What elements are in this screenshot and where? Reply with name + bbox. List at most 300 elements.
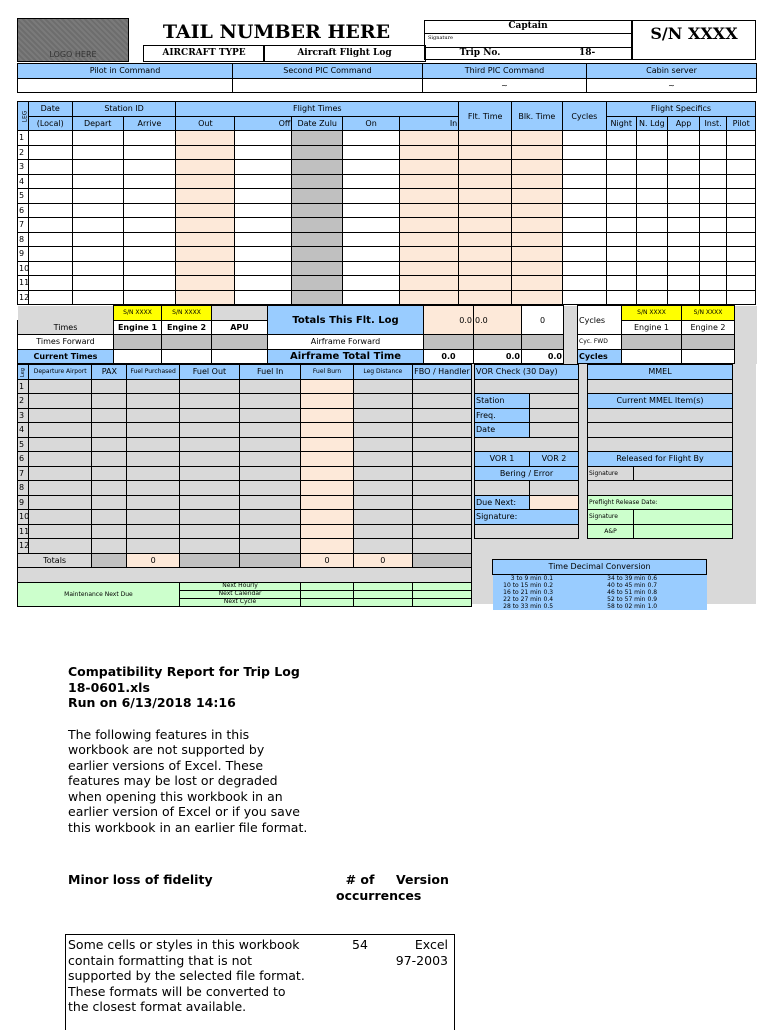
flight-cell[interactable] (607, 145, 637, 160)
flight-cell[interactable] (123, 203, 176, 218)
flight-cell[interactable] (400, 174, 459, 189)
fuel-cell[interactable] (28, 452, 91, 467)
fuel-cell[interactable] (179, 510, 239, 525)
flight-cell[interactable] (292, 218, 343, 233)
fuel-cell[interactable] (92, 379, 127, 394)
flight-cell[interactable] (176, 203, 235, 218)
fuel-cell[interactable] (240, 466, 301, 481)
fuel-cell[interactable] (301, 466, 354, 481)
fuel-cell[interactable] (301, 539, 354, 554)
flight-cell[interactable] (607, 232, 637, 247)
flight-cell[interactable] (123, 290, 176, 305)
vor-date-field[interactable] (530, 423, 579, 438)
flight-cell[interactable] (512, 218, 563, 233)
flight-cell[interactable] (699, 174, 726, 189)
flight-cell[interactable] (292, 174, 343, 189)
fuel-cell[interactable] (92, 481, 127, 496)
flight-cell[interactable] (176, 218, 235, 233)
flight-cell[interactable] (292, 160, 343, 175)
flight-cell[interactable] (727, 203, 756, 218)
flight-cell[interactable] (400, 218, 459, 233)
flight-cell[interactable] (668, 174, 700, 189)
apu-forward[interactable] (212, 335, 268, 350)
flight-cell[interactable] (292, 203, 343, 218)
maintenance-value[interactable] (301, 582, 354, 590)
flight-cell[interactable] (235, 189, 292, 204)
fuel-cell[interactable] (301, 423, 354, 438)
flight-cell[interactable] (562, 160, 606, 175)
fuel-cell[interactable] (353, 379, 412, 394)
airframe-forward-blk[interactable] (474, 335, 522, 350)
flight-cell[interactable] (607, 290, 637, 305)
engine1-forward[interactable] (114, 335, 162, 350)
fuel-cell[interactable] (412, 379, 471, 394)
flight-cell[interactable] (72, 276, 123, 291)
fuel-cell[interactable] (353, 539, 412, 554)
flight-cell[interactable] (562, 276, 606, 291)
fuel-cell[interactable] (127, 524, 180, 539)
flight-cell[interactable] (668, 261, 700, 276)
flight-cell[interactable] (176, 232, 235, 247)
fuel-cell[interactable] (92, 466, 127, 481)
flight-cell[interactable] (512, 290, 563, 305)
flight-cell[interactable] (123, 247, 176, 262)
flight-cell[interactable] (343, 189, 400, 204)
flight-cell[interactable] (176, 174, 235, 189)
flight-cell[interactable] (699, 131, 726, 146)
flight-cell[interactable] (343, 174, 400, 189)
flight-cell[interactable] (176, 261, 235, 276)
vor-signature-field[interactable] (475, 524, 579, 539)
flight-cell[interactable] (562, 145, 606, 160)
flight-cell[interactable] (28, 174, 72, 189)
flight-cell[interactable] (459, 131, 512, 146)
flight-cell[interactable] (699, 261, 726, 276)
flight-cell[interactable] (343, 247, 400, 262)
fuel-cell[interactable] (28, 524, 91, 539)
fuel-cell[interactable] (92, 539, 127, 554)
flight-cell[interactable] (123, 218, 176, 233)
maintenance-value[interactable] (412, 590, 471, 598)
fuel-cell[interactable] (412, 408, 471, 423)
fuel-cell[interactable] (92, 495, 127, 510)
flight-cell[interactable] (636, 218, 668, 233)
fuel-cell[interactable] (240, 481, 301, 496)
flight-cell[interactable] (343, 290, 400, 305)
fuel-cell[interactable] (240, 437, 301, 452)
fuel-cell[interactable] (92, 408, 127, 423)
flight-cell[interactable] (72, 203, 123, 218)
flight-cell[interactable] (176, 160, 235, 175)
flight-cell[interactable] (727, 145, 756, 160)
flight-cell[interactable] (235, 218, 292, 233)
flight-cell[interactable] (699, 290, 726, 305)
flight-cell[interactable] (636, 145, 668, 160)
fuel-cell[interactable] (412, 510, 471, 525)
fuel-cell[interactable] (127, 408, 180, 423)
fuel-cell[interactable] (179, 423, 239, 438)
fuel-cell[interactable] (353, 524, 412, 539)
pic-field[interactable] (18, 78, 233, 93)
maintenance-value[interactable] (301, 598, 354, 606)
maintenance-value[interactable] (301, 590, 354, 598)
flight-cell[interactable] (292, 276, 343, 291)
flight-cell[interactable] (668, 247, 700, 262)
flight-cell[interactable] (512, 261, 563, 276)
flight-cell[interactable] (123, 145, 176, 160)
flight-cell[interactable] (72, 160, 123, 175)
flight-cell[interactable] (400, 290, 459, 305)
fuel-cell[interactable] (28, 466, 91, 481)
flight-cell[interactable] (512, 276, 563, 291)
flight-cell[interactable] (28, 189, 72, 204)
vor1-field[interactable] (475, 481, 530, 496)
flight-cell[interactable] (235, 290, 292, 305)
flight-cell[interactable] (176, 290, 235, 305)
flight-cell[interactable] (176, 276, 235, 291)
fuel-cell[interactable] (412, 539, 471, 554)
flight-cell[interactable] (292, 145, 343, 160)
flight-cell[interactable] (72, 174, 123, 189)
airframe-forward-flt[interactable] (424, 335, 474, 350)
flight-cell[interactable] (400, 247, 459, 262)
flight-cell[interactable] (235, 232, 292, 247)
flight-cell[interactable] (72, 247, 123, 262)
flight-cell[interactable] (727, 232, 756, 247)
fuel-cell[interactable] (301, 437, 354, 452)
ap-field[interactable] (634, 524, 733, 539)
fuel-cell[interactable] (28, 437, 91, 452)
flight-cell[interactable] (699, 145, 726, 160)
fuel-cell[interactable] (301, 510, 354, 525)
flight-cell[interactable] (343, 160, 400, 175)
flight-cell[interactable] (343, 276, 400, 291)
flight-cell[interactable] (400, 131, 459, 146)
flight-cell[interactable] (512, 247, 563, 262)
flight-cell[interactable] (123, 232, 176, 247)
flight-cell[interactable] (343, 131, 400, 146)
flight-cell[interactable] (699, 160, 726, 175)
preflight-signature-field[interactable] (634, 510, 733, 525)
flight-cell[interactable] (235, 174, 292, 189)
fuel-cell[interactable] (240, 408, 301, 423)
fuel-cell[interactable] (412, 481, 471, 496)
fuel-cell[interactable] (412, 524, 471, 539)
flight-cell[interactable] (727, 174, 756, 189)
fuel-cell[interactable] (179, 437, 239, 452)
fuel-cell[interactable] (412, 394, 471, 409)
fuel-cell[interactable] (92, 510, 127, 525)
fuel-cell[interactable] (28, 495, 91, 510)
fuel-cell[interactable] (353, 510, 412, 525)
flight-cell[interactable] (28, 232, 72, 247)
flight-cell[interactable] (343, 232, 400, 247)
fuel-cell[interactable] (353, 495, 412, 510)
flight-cell[interactable] (28, 290, 72, 305)
fuel-cell[interactable] (127, 510, 180, 525)
fuel-cell[interactable] (28, 510, 91, 525)
flight-cell[interactable] (699, 203, 726, 218)
flight-cell[interactable] (343, 218, 400, 233)
flight-cell[interactable] (343, 203, 400, 218)
flight-cell[interactable] (636, 131, 668, 146)
flight-cell[interactable] (668, 276, 700, 291)
flight-cell[interactable] (699, 247, 726, 262)
flight-cell[interactable] (459, 203, 512, 218)
flight-cell[interactable] (235, 203, 292, 218)
flight-cell[interactable] (512, 131, 563, 146)
flight-cell[interactable] (72, 218, 123, 233)
fuel-cell[interactable] (28, 481, 91, 496)
flight-cell[interactable] (72, 145, 123, 160)
fuel-cell[interactable] (28, 423, 91, 438)
fuel-cell[interactable] (28, 394, 91, 409)
flight-cell[interactable] (400, 261, 459, 276)
flight-cell[interactable] (636, 276, 668, 291)
maintenance-value[interactable] (353, 590, 412, 598)
flight-cell[interactable] (28, 218, 72, 233)
fuel-cell[interactable] (301, 495, 354, 510)
fuel-cell[interactable] (353, 394, 412, 409)
flight-cell[interactable] (727, 218, 756, 233)
flight-cell[interactable] (123, 174, 176, 189)
flight-cell[interactable] (459, 261, 512, 276)
flight-cell[interactable] (123, 276, 176, 291)
flight-cell[interactable] (292, 290, 343, 305)
airframe-forward-cyc[interactable] (522, 335, 564, 350)
flight-cell[interactable] (512, 232, 563, 247)
fuel-cell[interactable] (127, 379, 180, 394)
fuel-cell[interactable] (92, 437, 127, 452)
flight-cell[interactable] (459, 189, 512, 204)
flight-cell[interactable] (343, 261, 400, 276)
sic-field[interactable] (233, 78, 423, 93)
fuel-cell[interactable] (179, 452, 239, 467)
flight-cell[interactable] (292, 261, 343, 276)
fuel-cell[interactable] (301, 394, 354, 409)
flight-cell[interactable] (699, 189, 726, 204)
due-next-field[interactable] (530, 495, 579, 510)
flight-cell[interactable] (636, 247, 668, 262)
flight-cell[interactable] (512, 189, 563, 204)
flight-cell[interactable] (343, 145, 400, 160)
third-pic-field[interactable] (423, 78, 587, 93)
flight-cell[interactable] (607, 131, 637, 146)
fuel-cell[interactable] (353, 423, 412, 438)
fuel-cell[interactable] (127, 452, 180, 467)
flight-cell[interactable] (292, 189, 343, 204)
flight-cell[interactable] (176, 247, 235, 262)
flight-cell[interactable] (668, 290, 700, 305)
fuel-cell[interactable] (179, 524, 239, 539)
maintenance-value[interactable] (412, 582, 471, 590)
flight-cell[interactable] (459, 232, 512, 247)
flight-cell[interactable] (562, 189, 606, 204)
flight-cell[interactable] (459, 276, 512, 291)
flight-cell[interactable] (28, 261, 72, 276)
flight-cell[interactable] (72, 131, 123, 146)
flight-cell[interactable] (562, 131, 606, 146)
flight-cell[interactable] (123, 189, 176, 204)
flight-cell[interactable] (512, 145, 563, 160)
fuel-cell[interactable] (179, 481, 239, 496)
fuel-cell[interactable] (240, 510, 301, 525)
fuel-cell[interactable] (353, 408, 412, 423)
flight-cell[interactable] (668, 203, 700, 218)
flight-cell[interactable] (562, 203, 606, 218)
fuel-cell[interactable] (412, 423, 471, 438)
flight-cell[interactable] (636, 189, 668, 204)
flight-cell[interactable] (727, 189, 756, 204)
vor-station-field[interactable] (530, 394, 579, 409)
flight-cell[interactable] (668, 189, 700, 204)
fuel-cell[interactable] (240, 423, 301, 438)
flight-cell[interactable] (235, 276, 292, 291)
fuel-cell[interactable] (353, 437, 412, 452)
flight-cell[interactable] (176, 189, 235, 204)
fuel-cell[interactable] (179, 408, 239, 423)
fuel-cell[interactable] (179, 394, 239, 409)
cabin-field[interactable] (587, 78, 757, 93)
flight-cell[interactable] (28, 145, 72, 160)
flight-cell[interactable] (562, 174, 606, 189)
flight-cell[interactable] (607, 276, 637, 291)
flight-cell[interactable] (636, 174, 668, 189)
engine2-forward[interactable] (162, 335, 212, 350)
flight-cell[interactable] (459, 145, 512, 160)
flight-cell[interactable] (607, 218, 637, 233)
fuel-cell[interactable] (127, 437, 180, 452)
flight-cell[interactable] (28, 247, 72, 262)
fuel-cell[interactable] (127, 423, 180, 438)
fuel-cell[interactable] (353, 481, 412, 496)
flight-cell[interactable] (459, 218, 512, 233)
flight-cell[interactable] (72, 232, 123, 247)
flight-cell[interactable] (668, 218, 700, 233)
cyc-fwd-engine1[interactable] (622, 335, 682, 350)
fuel-cell[interactable] (240, 539, 301, 554)
fuel-cell[interactable] (92, 394, 127, 409)
flight-cell[interactable] (235, 145, 292, 160)
fuel-cell[interactable] (240, 524, 301, 539)
fuel-cell[interactable] (179, 495, 239, 510)
fuel-cell[interactable] (412, 495, 471, 510)
flight-cell[interactable] (562, 218, 606, 233)
flight-cell[interactable] (607, 160, 637, 175)
fuel-cell[interactable] (301, 408, 354, 423)
flight-cell[interactable] (607, 174, 637, 189)
flight-cell[interactable] (28, 160, 72, 175)
fuel-cell[interactable] (92, 452, 127, 467)
flight-cell[interactable] (562, 261, 606, 276)
flight-cell[interactable] (636, 261, 668, 276)
fuel-cell[interactable] (353, 466, 412, 481)
flight-cell[interactable] (607, 203, 637, 218)
flight-cell[interactable] (699, 232, 726, 247)
flight-cell[interactable] (459, 174, 512, 189)
flight-cell[interactable] (636, 290, 668, 305)
fuel-cell[interactable] (127, 539, 180, 554)
flight-cell[interactable] (176, 145, 235, 160)
flight-cell[interactable] (28, 131, 72, 146)
flight-cell[interactable] (668, 232, 700, 247)
mmel-item-2[interactable] (588, 423, 733, 438)
flight-cell[interactable] (562, 247, 606, 262)
flight-cell[interactable] (607, 189, 637, 204)
mmel-item-3[interactable] (588, 437, 733, 452)
fuel-cell[interactable] (127, 495, 180, 510)
flight-cell[interactable] (235, 261, 292, 276)
flight-cell[interactable] (668, 145, 700, 160)
fuel-cell[interactable] (127, 481, 180, 496)
flight-cell[interactable] (235, 160, 292, 175)
flight-cell[interactable] (28, 203, 72, 218)
flight-cell[interactable] (512, 160, 563, 175)
mmel-item-1[interactable] (588, 408, 733, 423)
fuel-cell[interactable] (240, 452, 301, 467)
fuel-cell[interactable] (28, 379, 91, 394)
fuel-cell[interactable] (240, 495, 301, 510)
fuel-cell[interactable] (301, 452, 354, 467)
fuel-cell[interactable] (412, 466, 471, 481)
flight-cell[interactable] (400, 160, 459, 175)
maintenance-value[interactable] (353, 582, 412, 590)
fuel-cell[interactable] (301, 481, 354, 496)
fuel-cell[interactable] (127, 394, 180, 409)
fuel-cell[interactable] (301, 524, 354, 539)
flight-cell[interactable] (512, 174, 563, 189)
flight-cell[interactable] (727, 247, 756, 262)
fuel-cell[interactable] (28, 539, 91, 554)
flight-cell[interactable] (72, 290, 123, 305)
flight-cell[interactable] (668, 160, 700, 175)
flight-cell[interactable] (292, 247, 343, 262)
flight-cell[interactable] (292, 232, 343, 247)
maintenance-value[interactable] (353, 598, 412, 606)
flight-cell[interactable] (727, 290, 756, 305)
fuel-cell[interactable] (240, 379, 301, 394)
fuel-cell[interactable] (179, 539, 239, 554)
flight-cell[interactable] (699, 276, 726, 291)
flight-cell[interactable] (400, 189, 459, 204)
fuel-cell[interactable] (92, 423, 127, 438)
flight-cell[interactable] (636, 232, 668, 247)
flight-cell[interactable] (459, 247, 512, 262)
flight-cell[interactable] (727, 131, 756, 146)
flight-cell[interactable] (400, 276, 459, 291)
flight-cell[interactable] (562, 290, 606, 305)
flight-cell[interactable] (235, 131, 292, 146)
flight-cell[interactable] (727, 261, 756, 276)
fuel-cell[interactable] (301, 379, 354, 394)
fuel-cell[interactable] (412, 437, 471, 452)
flight-cell[interactable] (668, 131, 700, 146)
fuel-cell[interactable] (240, 394, 301, 409)
flight-cell[interactable] (123, 261, 176, 276)
flight-cell[interactable] (607, 247, 637, 262)
fuel-cell[interactable] (179, 466, 239, 481)
fuel-cell[interactable] (412, 452, 471, 467)
flight-cell[interactable] (123, 160, 176, 175)
flight-cell[interactable] (607, 261, 637, 276)
cyc-fwd-engine2[interactable] (682, 335, 735, 350)
maintenance-value[interactable] (412, 598, 471, 606)
flight-cell[interactable] (636, 203, 668, 218)
vor-freq-field[interactable] (530, 408, 579, 423)
flight-cell[interactable] (123, 131, 176, 146)
flight-cell[interactable] (235, 247, 292, 262)
flight-cell[interactable] (699, 218, 726, 233)
